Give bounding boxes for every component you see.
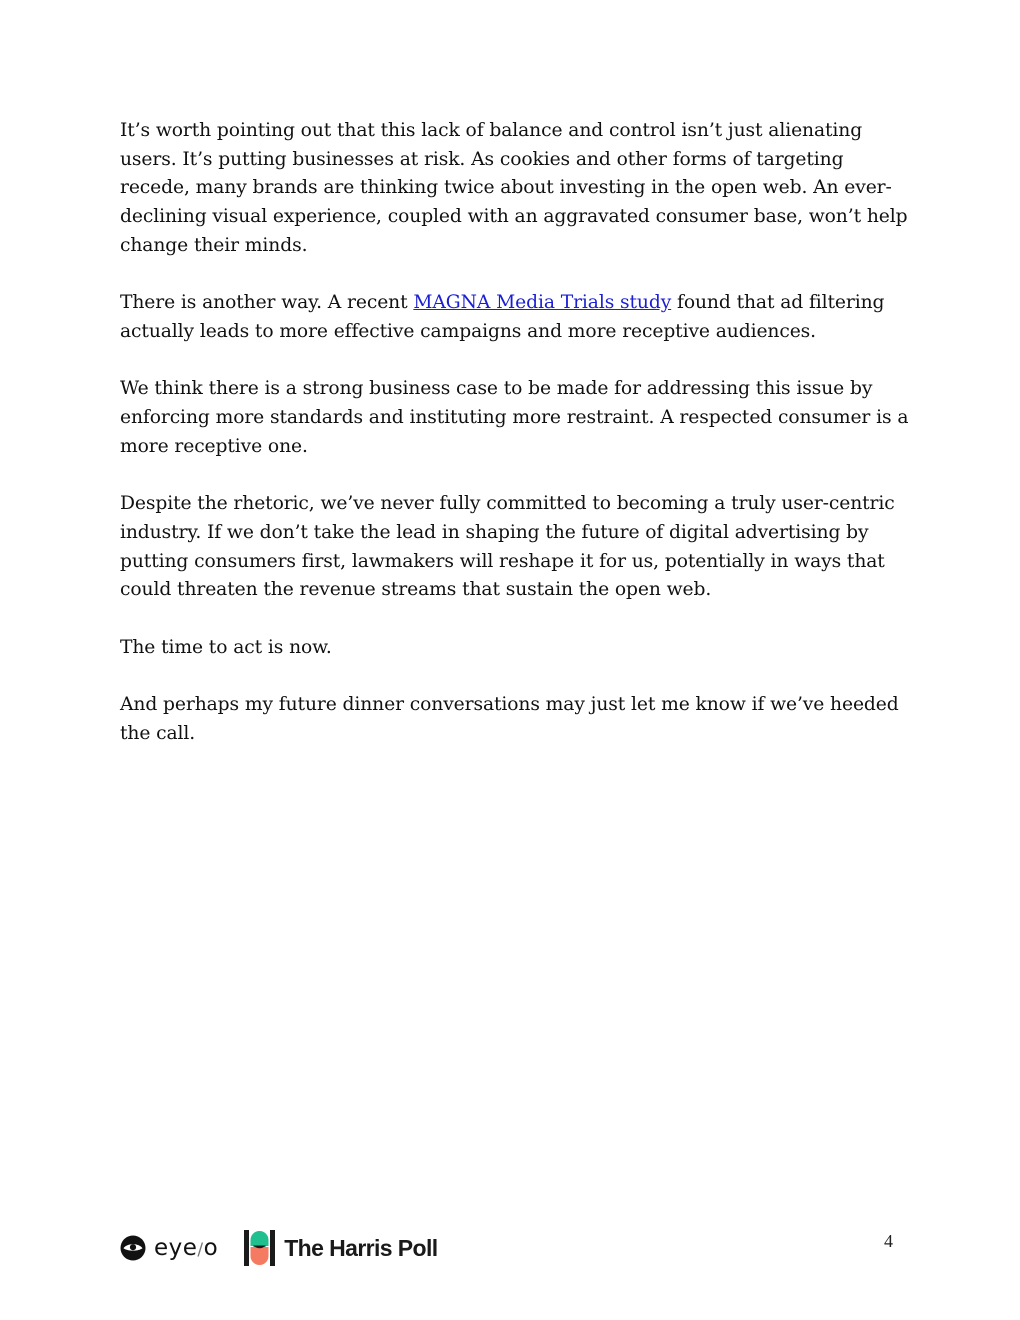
paragraph-3: We think there is a strong business case to be made for addressing this issue by enforcing more standards and instituting more restraint. A respected consumer is a more receptive one. [120, 378, 909, 457]
harris-poll-logo [244, 1230, 437, 1266]
paragraph-1: It’s worth pointing out that this lack of balance and control isn’t just alienating users. It’s putting businesses at risk. As cookies and other forms of targeting recede, many brands are thinking twice about investing in the open web. An ever-declining visual experience, coupled with an aggravated consumer base, won’t help change their minds. [120, 120, 908, 256]
eyeo-suffix: o [203, 1235, 219, 1261]
paragraph-2-tail: found that ad filtering actually leads to more effective campaigns and more receptive audiences. [120, 292, 885, 342]
magna-study-link[interactable]: MAGNA Media Trials study [413, 292, 672, 314]
eyeo-slash: / [197, 1240, 204, 1260]
paragraph-5: The time to act is now. [120, 636, 332, 658]
paragraph-2 [120, 289, 910, 346]
harris-poll-icon [244, 1230, 278, 1266]
eyeo-wordmark [154, 1235, 218, 1261]
eyeo-eye-icon [120, 1235, 146, 1261]
eyeo-logo [120, 1235, 218, 1261]
paragraph-2-lead: There is another way. A recent [120, 292, 414, 314]
paragraph-4: Despite the rhetoric, we’ve never fully committed to becoming a truly user-centric industry. If we don’t take the lead in shaping the future of digital advertising by putting consumers first, lawmakers will reshape it for us, potentially in ways that could threaten the revenue streams that sustain the open web. [120, 493, 895, 601]
paragraph-6: And perhaps my future dinner conversations may just let me know if we’ve heeded the call. [120, 693, 899, 744]
footer-logos [120, 1228, 438, 1268]
document-body [120, 117, 910, 777]
harris-poll-wordmark: The Harris Poll [284, 1234, 438, 1261]
eyeo-word: eye [154, 1235, 198, 1261]
page-number: 4 [884, 1231, 893, 1251]
